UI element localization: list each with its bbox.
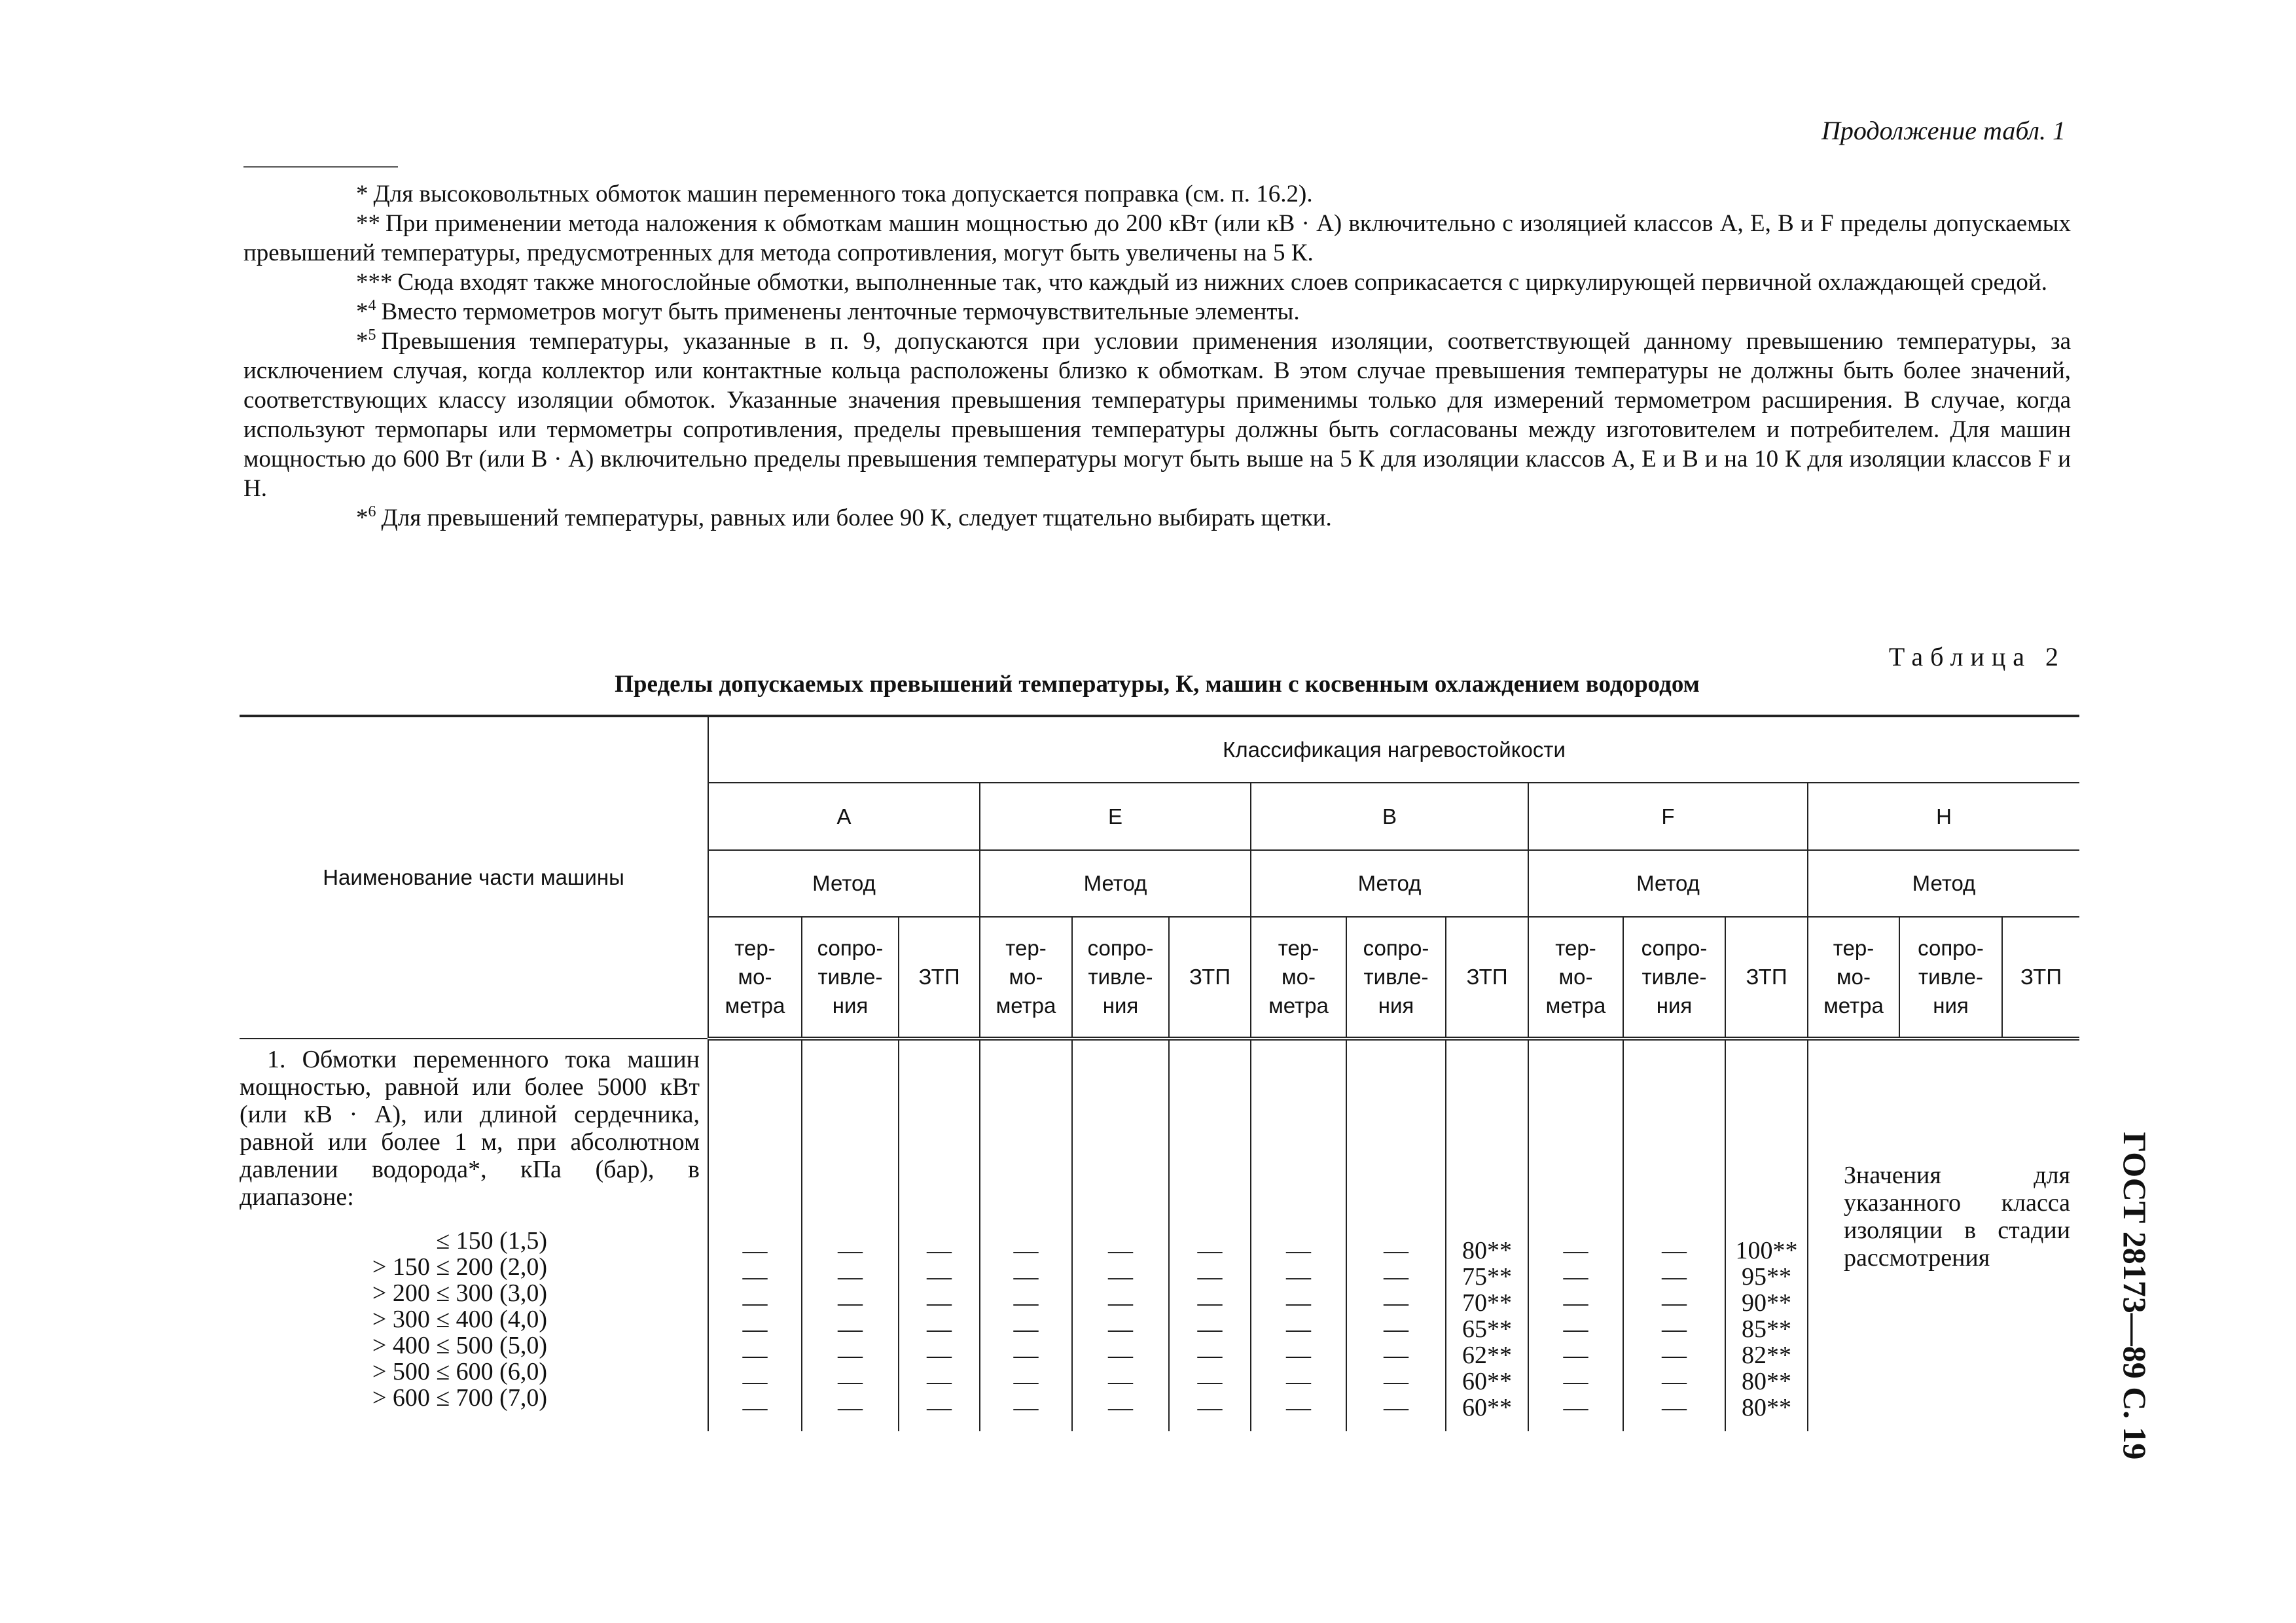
gost-page-label: ГОСТ 28173—89 С. 19 — [2117, 1132, 2153, 1460]
footnote-text: Превышения температуры, указанные в п. 9, допускаются при условии применения изоляции, соответствующей данному превышению температуры, за исключением случая, когда коллектор или контактные кольца расположены близко к обмоткам. В этом случае превышения температуры не должны быть более значений, соответствующих классу изоляции обмоток. Указанные значения превышения температуры применимы только для измерений термометром расширения. В случае, когда используют термопары или термометры сопротивления, пределы превышения температуры должны быть согласованы между изготовителем и потребителем. Для машин мощностью до 600 Вт (или В · А) включительно пределы превышения температуры могут быть выше на 5 К для изоляции классов А, Е и В и на 10 К для изоляции классов F и Н. — [243, 328, 2071, 502]
class-h-note: Значения для указанного класса изоляции в стадии рассмотрения — [1808, 1039, 2079, 1431]
footnote-text: Сюда входят также многослойные обмотки, выполненные так, что каждый из нижних слоев соприкасается с циркулирующей первичной охлаждающей средой. — [397, 269, 2047, 296]
method-ztp-header: ЗТП — [899, 917, 980, 1039]
method-thermometer-header: тер- мо- метра — [1808, 917, 1899, 1039]
footnote-text: Для превышений температуры, равных или более 90 К, следует тщательно выбирать щетки. — [381, 505, 1332, 531]
values-a-resistance: — — — — — — — — [802, 1039, 899, 1431]
pressure-range: > 400 ≤ 500 (5,0) — [372, 1332, 547, 1359]
values-f-thermometer: — — — — — — — — [1528, 1039, 1623, 1431]
values-a-thermometer: — — — — — — — — [708, 1039, 802, 1431]
footnote-marker: *** — [356, 269, 393, 296]
values-e-ztp: — — — — — — — — [1169, 1039, 1251, 1431]
pressure-range: > 500 ≤ 600 (6,0) — [372, 1358, 547, 1385]
method-ztp-header: ЗТП — [1725, 917, 1808, 1039]
pressure-ranges — [240, 1228, 700, 1411]
footnote-separator — [243, 166, 398, 168]
pressure-range: > 200 ≤ 300 (3,0) — [372, 1279, 547, 1307]
pressure-range: ≤ 150 (1,5) — [436, 1227, 547, 1255]
method-header: Метод — [1251, 850, 1528, 917]
row-description — [240, 1039, 708, 1431]
values-a-ztp: — — — — — — — — [899, 1039, 980, 1431]
class-header-f: F — [1528, 783, 1808, 850]
method-header: Метод — [1528, 850, 1808, 917]
method-resistance-header: сопро- тивле- ния — [1072, 917, 1169, 1039]
footnote-2 — [243, 209, 2071, 268]
values-f-resistance: — — — — — — — — [1623, 1039, 1725, 1431]
footnote-1 — [243, 179, 2071, 209]
method-thermometer-header: тер- мо- метра — [1528, 917, 1623, 1039]
footnotes — [243, 179, 2071, 533]
footnote-text: Для высоковольтных обмоток машин переменного тока допускается поправка (см. п. 16.2). — [373, 181, 1313, 207]
header-part-name: Наименование части машины — [240, 716, 708, 1039]
method-resistance-header: сопро- тивле- ния — [802, 917, 899, 1039]
footnote-text: Вместо термометров могут быть применены ленточные термочувствительные элементы. — [381, 298, 1300, 325]
class-header-a: А — [708, 783, 980, 850]
pressure-range: > 150 ≤ 200 (2,0) — [372, 1253, 547, 1281]
pressure-range: > 300 ≤ 400 (4,0) — [372, 1306, 547, 1333]
values-b-ztp: 80** 75** 70** 65** 62** 60** 60** — [1446, 1039, 1528, 1431]
method-ztp-header: ЗТП — [1446, 917, 1528, 1039]
method-thermometer-header: тер- мо- метра — [1251, 917, 1346, 1039]
footnote-3 — [243, 268, 2071, 297]
table-title: Пределы допускаемых превышений температуры, К, машин с косвенным охлаждением водородом — [615, 671, 1700, 698]
footnote-text: При применении метода наложения к обмоткам машин мощностью до 200 кВт (или кВ · А) включительно с изоляцией классов А, Е, В и F пределы допускаемых превышений температуры, предусмотренных для метода сопротивления, могут быть увеличены на 5 К. — [243, 210, 2071, 266]
method-ztp-header: ЗТП — [2002, 917, 2079, 1039]
method-resistance-header: сопро- тивле- ния — [1346, 917, 1446, 1039]
method-header: Метод — [1808, 850, 2079, 917]
continuation-label: Продолжение табл. 1 — [1821, 116, 2066, 145]
class-header-b: В — [1251, 783, 1528, 850]
method-thermometer-header: тер- мо- метра — [708, 917, 802, 1039]
footnote-marker: *$^6$ — [356, 503, 376, 531]
pressure-range: > 600 ≤ 700 (7,0) — [372, 1384, 547, 1412]
method-thermometer-header: тер- мо- метра — [980, 917, 1072, 1039]
method-header: Метод — [980, 850, 1251, 917]
class-header-e: Е — [980, 783, 1251, 850]
class-header-h: Н — [1808, 783, 2079, 850]
method-resistance-header: сопро- тивле- ния — [1899, 917, 2002, 1039]
values-e-thermometer: — — — — — — — — [980, 1039, 1072, 1431]
table-number: Таблица 2 — [1888, 642, 2066, 671]
method-header: Метод — [708, 850, 980, 917]
values-f-ztp: 100** 95** 90** 85** 82** 80** 80** — [1725, 1039, 1808, 1431]
values-e-resistance: — — — — — — — — [1072, 1039, 1169, 1431]
footnote-marker: *$^4$ — [356, 297, 376, 325]
method-resistance-header: сопро- тивле- ния — [1623, 917, 1725, 1039]
header-classification: Классификация нагревостойкости — [708, 716, 2079, 783]
row-1-text: 1. Обмотки переменного тока машин мощностью, равной или более 5000 кВт (или кВ · А), или длиной сердечника, равной или более 1 м, при абсолютном давлении водорода*, кПа (бар), в диапазоне: — [240, 1046, 700, 1211]
values-b-thermometer: — — — — — — — — [1251, 1039, 1346, 1431]
footnote-5 — [243, 327, 2071, 503]
method-ztp-header: ЗТП — [1169, 917, 1251, 1039]
table-row — [240, 1039, 2079, 1431]
footnote-4 — [243, 297, 2071, 327]
values-b-resistance: — — — — — — — — [1346, 1039, 1446, 1431]
footnote-marker: * — [356, 181, 368, 207]
footnote-marker: ** — [356, 210, 380, 237]
temperature-limits-table — [240, 715, 2079, 1431]
footnote-marker: *$^5$ — [356, 327, 376, 355]
footnote-6 — [243, 503, 2071, 533]
